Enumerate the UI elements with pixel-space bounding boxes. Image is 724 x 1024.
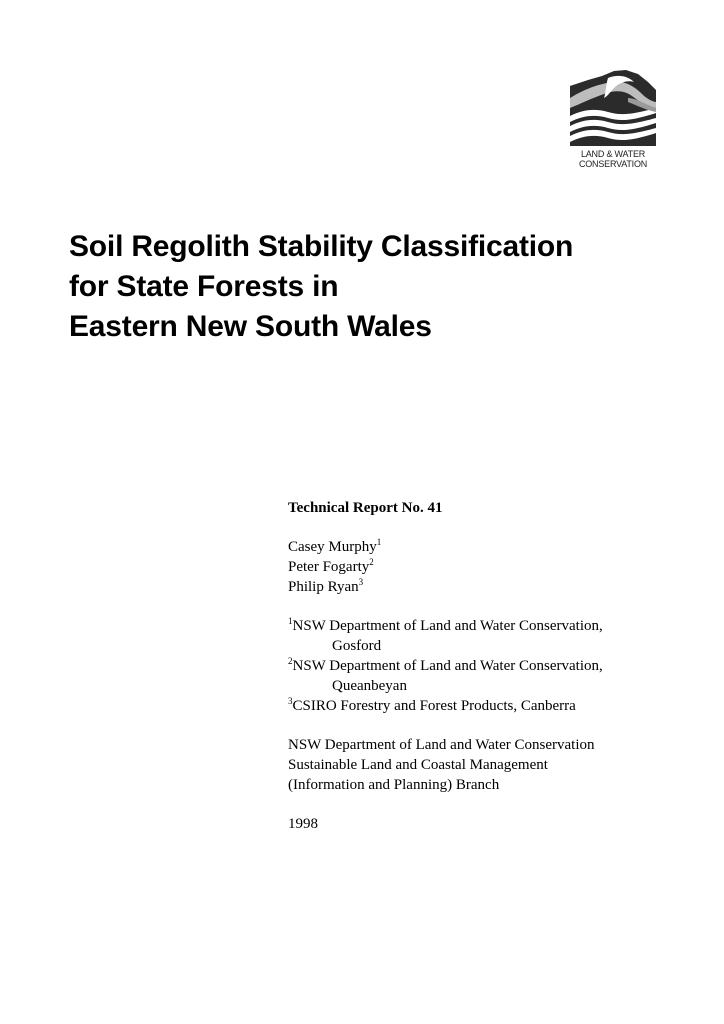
title-line-2: for State Forests in: [69, 270, 339, 303]
publisher-line-3: (Information and Planning) Branch: [288, 777, 500, 793]
author-superscript: 3: [358, 577, 364, 587]
affiliation-1-location: Gosford: [332, 638, 382, 654]
land-water-conservation-logo-icon: [568, 68, 658, 146]
author-3: [288, 577, 708, 597]
affiliation-text: CSIRO Forestry and Forest Products, Canberra: [292, 698, 576, 714]
author-name: Peter Fogarty: [288, 559, 370, 575]
author-1: [288, 537, 708, 557]
organisation-logo: [568, 68, 658, 172]
logo-text-line1: LAND & WATER: [580, 149, 646, 159]
publisher-line-2: Sustainable Land and Coastal Management: [288, 757, 548, 773]
title-line-3: Eastern New South Wales: [69, 310, 432, 343]
author-name: Philip Ryan: [288, 579, 359, 595]
publisher-line-1: NSW Department of Land and Water Conservation: [288, 737, 595, 753]
title-line-1: Soil Regolith Stability Classification: [69, 230, 574, 263]
publication-year: 1998: [288, 816, 318, 832]
report-details: [288, 498, 708, 834]
affiliation-2: [288, 656, 708, 676]
affiliation-2-location: Queanbeyan: [332, 678, 407, 694]
affiliation-text: NSW Department of Land and Water Conservation,: [292, 658, 603, 674]
report-number: Technical Report No. 41: [288, 500, 443, 516]
affiliation-3: [288, 696, 708, 716]
affiliation-superscript: 1: [288, 616, 293, 626]
author-name: Casey Murphy: [288, 539, 377, 555]
affiliation-superscript: 2: [288, 656, 293, 666]
logo-text-line2: CONSERVATION: [578, 159, 648, 169]
affiliation-superscript: 3: [288, 696, 293, 706]
author-2: [288, 557, 708, 577]
author-superscript: 2: [369, 557, 374, 567]
affiliation-text: NSW Department of Land and Water Conservation,: [292, 618, 603, 634]
affiliation-1: [288, 616, 708, 636]
author-superscript: 1: [376, 537, 382, 547]
document-title: [69, 227, 573, 347]
